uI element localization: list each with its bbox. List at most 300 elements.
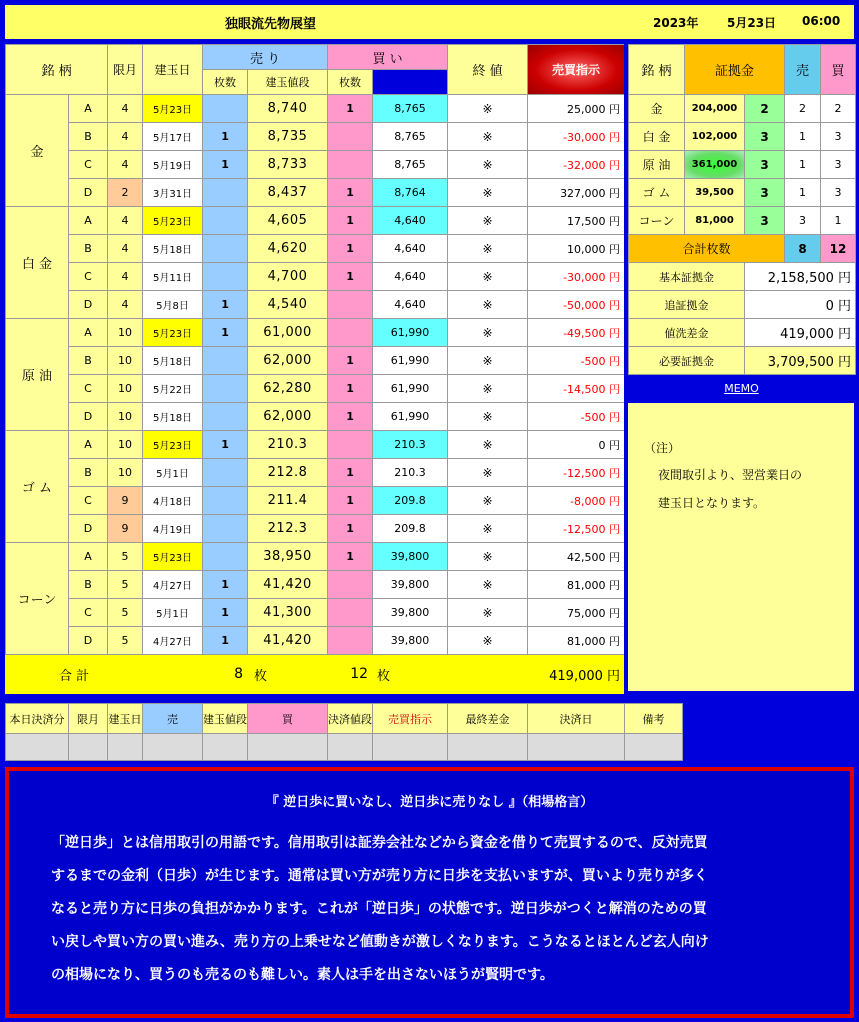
summary-row [629,319,856,347]
margin-summary [629,263,856,375]
open-price: 61,000 [248,319,328,347]
margin-multiplier: 3 [745,123,785,151]
margin-amount: 39,500 [685,179,745,207]
summary-value: 0 円 [745,291,856,319]
settlement-cell [248,734,328,761]
margin-table-wrap [628,44,855,375]
close-price: 209.8 [373,515,448,543]
open-price: 38,950 [248,543,328,571]
table-row [6,543,625,571]
contract-month: 10 [108,459,143,487]
margin-header-kai: 買 [821,45,856,95]
trade-instruction: ※ [448,431,528,459]
margin-buy: 2 [821,95,856,123]
settlement-header: 決済値段 [328,704,373,734]
positions-table [5,44,625,694]
open-date: 5月1日 [143,599,203,627]
sell-count: 1 [203,571,248,599]
proverb-line: の相場になり、買うのも売るのも難しい。素人は手を出さないほうが賢明です。 [51,967,554,983]
header-year: 2023年 [653,16,699,30]
commodity-name: 白 金 [6,207,69,319]
buy-count: 1 [328,375,373,403]
sell-count [203,179,248,207]
summary-label: 追証拠金 [629,291,745,319]
settlement-cell [328,734,373,761]
header-baibai-shiji: 売買指示 [528,45,625,95]
positions-body [6,95,625,655]
open-date: 5月8日 [143,291,203,319]
proverb-line: い戻しや買い方の買い進み、売り方の上乗せなど値動きが激しくなります。こうなるとほとんど玄人向け [51,934,709,950]
contract-code: C [69,599,108,627]
contract-code: D [69,291,108,319]
buy-count: 1 [328,459,373,487]
open-price: 8,437 [248,179,328,207]
open-price: 41,420 [248,571,328,599]
sell-count: 1 [203,599,248,627]
margin-sell: 1 [785,151,821,179]
trade-instruction: ※ [448,123,528,151]
table-row [6,235,625,263]
buy-count [328,599,373,627]
header-uri: 売 り [203,45,328,70]
sell-count: 1 [203,151,248,179]
valuation-diff: 25,000 円 [528,95,625,123]
open-date: 5月18日 [143,347,203,375]
margin-body [629,95,856,235]
close-price: 8,765 [373,95,448,123]
sell-count [203,459,248,487]
open-date: 5月11日 [143,263,203,291]
contract-month: 4 [108,291,143,319]
table-row [6,95,625,123]
table-row [6,487,625,515]
contract-code: D [69,515,108,543]
margin-total-sell: 8 [785,235,821,263]
summary-row [629,263,856,291]
margin-sell: 2 [785,95,821,123]
table-row [6,207,625,235]
margin-commodity: 白 金 [629,123,685,151]
close-price: 39,800 [373,599,448,627]
sell-count [203,375,248,403]
valuation-diff: -12,500 円 [528,459,625,487]
open-date: 5月1日 [143,459,203,487]
open-date: 5月23日 [143,207,203,235]
proverb-line: 「逆日歩」とは信用取引の用語です。信用取引は証券会社などから資金を借りて売買するので、反対売買 [51,835,708,851]
margin-commodity: 金 [629,95,685,123]
trade-instruction: ※ [448,291,528,319]
trade-instruction: ※ [448,179,528,207]
margin-sell: 1 [785,123,821,151]
settlement-table-wrap [5,703,854,761]
margin-multiplier: 2 [745,95,785,123]
memo-box [628,403,854,691]
summary-value: 3,709,500 円 [745,347,856,375]
buy-count [328,319,373,347]
margin-buy: 3 [821,123,856,151]
contract-month: 9 [108,515,143,543]
close-price: 210.3 [373,431,448,459]
table-row [6,291,625,319]
contract-code: A [69,207,108,235]
header-tategyoku-nedan: 建玉値段 [248,70,328,95]
close-price: 61,990 [373,347,448,375]
table-row [6,599,625,627]
settlement-cell [203,734,248,761]
contract-month: 4 [108,235,143,263]
trade-instruction: ※ [448,207,528,235]
table-row [6,571,625,599]
close-price: 8,764 [373,179,448,207]
margin-amount: 361,000 [685,151,745,179]
close-price: 4,640 [373,263,448,291]
settlement-header: 建玉値段 [203,704,248,734]
valuation-diff: 42,500 円 [528,543,625,571]
margin-amount: 102,000 [685,123,745,151]
margin-commodity: コーン [629,207,685,235]
header-gengetsu: 限月 [108,45,143,95]
top-bar-inner [5,5,854,39]
contract-month: 5 [108,543,143,571]
summary-row [629,291,856,319]
commodity-name: コーン [6,543,69,655]
trade-instruction: ※ [448,319,528,347]
trade-instruction: ※ [448,403,528,431]
contract-code: B [69,571,108,599]
margin-sell: 3 [785,207,821,235]
open-date: 5月23日 [143,543,203,571]
contract-month: 10 [108,375,143,403]
margin-commodity: ゴ ム [629,179,685,207]
summary-label: 基本証拠金 [629,263,745,291]
margin-total-buy: 12 [821,235,856,263]
open-price: 211.4 [248,487,328,515]
valuation-diff: -500 円 [528,347,625,375]
margin-amount: 204,000 [685,95,745,123]
margin-header-meigara: 銘 柄 [629,45,685,95]
contract-month: 5 [108,627,143,655]
close-price: 39,800 [373,543,448,571]
table-row [6,515,625,543]
settlement-cell [373,734,448,761]
open-price: 8,733 [248,151,328,179]
table-row [6,375,625,403]
page-title: 独眼流先物展望 [225,17,317,32]
memo-line-3: 建玉日となります。 [658,496,766,510]
buy-count: 1 [328,403,373,431]
open-date: 5月23日 [143,95,203,123]
settlement-empty-row [6,734,855,761]
summary-label: 必要証拠金 [629,347,745,375]
buy-count: 1 [328,95,373,123]
header-kai: 買 い [328,45,448,70]
table-row [6,263,625,291]
close-price: 61,990 [373,319,448,347]
contract-code: B [69,459,108,487]
buy-count: 1 [328,207,373,235]
close-price: 8,765 [373,151,448,179]
trade-instruction: ※ [448,235,528,263]
open-date: 5月18日 [143,235,203,263]
buy-count: 1 [328,543,373,571]
proverb-line: するまでの金利（日歩）が生じます。通常は買い方が売り方に日歩を支払いますが、買いより売りが多く [51,868,708,884]
settlement-cell [69,734,108,761]
sell-count [203,235,248,263]
close-price: 4,640 [373,235,448,263]
valuation-diff: -49,500 円 [528,319,625,347]
open-price: 8,740 [248,95,328,123]
total-label: 合 計 [6,655,143,694]
table-row [6,179,625,207]
open-date: 4月19日 [143,515,203,543]
table-row [6,319,625,347]
margin-row [629,123,856,151]
sell-count: 1 [203,627,248,655]
header-sell-count: 枚数 [203,70,248,95]
sell-count [203,95,248,123]
settlement-header: 備考 [625,704,683,734]
open-price: 4,700 [248,263,328,291]
table-row [6,459,625,487]
trade-instruction: ※ [448,627,528,655]
sell-count: 1 [203,319,248,347]
valuation-diff: 10,000 円 [528,235,625,263]
trade-instruction: ※ [448,571,528,599]
total-sell-unit: 枚 [248,655,328,694]
valuation-diff: 81,000 円 [528,627,625,655]
sell-count [203,403,248,431]
margin-buy: 3 [821,151,856,179]
contract-month: 10 [108,347,143,375]
open-date: 5月19日 [143,151,203,179]
valuation-diff: -30,000 円 [528,263,625,291]
close-price: 61,990 [373,403,448,431]
margin-multiplier: 3 [745,207,785,235]
open-price: 41,300 [248,599,328,627]
contract-month: 4 [108,263,143,291]
margin-amount: 81,000 [685,207,745,235]
contract-code: C [69,487,108,515]
contract-month: 4 [108,207,143,235]
buy-count: 1 [328,515,373,543]
total-buy-count: 12 [328,655,373,694]
margin-header-shokokin: 証拠金 [685,45,785,95]
margin-row [629,207,856,235]
close-price: 8,765 [373,123,448,151]
sell-count: 1 [203,291,248,319]
trade-instruction: ※ [448,375,528,403]
trade-instruction: ※ [448,263,528,291]
header-tategyokubi: 建玉日 [143,45,203,95]
buy-count [328,123,373,151]
summary-value: 2,158,500 円 [745,263,856,291]
table-row [6,151,625,179]
contract-code: C [69,375,108,403]
margin-table [628,44,856,375]
contract-code: B [69,123,108,151]
top-bar [0,0,859,44]
sell-count [203,347,248,375]
buy-count: 1 [328,179,373,207]
open-price: 8,735 [248,123,328,151]
contract-month: 4 [108,95,143,123]
total-diff: 419,000 円 [448,655,625,694]
contract-month: 5 [108,571,143,599]
close-price: 39,800 [373,571,448,599]
trade-instruction: ※ [448,599,528,627]
valuation-diff: -500 円 [528,403,625,431]
valuation-diff: 17,500 円 [528,207,625,235]
trade-instruction: ※ [448,151,528,179]
buy-count [328,431,373,459]
sell-count [203,487,248,515]
margin-multiplier: 3 [745,179,785,207]
close-price: 4,640 [373,207,448,235]
buy-count [328,571,373,599]
total-buy-unit: 枚 [373,655,448,694]
close-price: 61,990 [373,375,448,403]
open-price: 4,540 [248,291,328,319]
contract-month: 10 [108,403,143,431]
sell-count [203,515,248,543]
open-price: 212.8 [248,459,328,487]
header-time: 06:00 [802,14,841,28]
trade-instruction: ※ [448,487,528,515]
proverb-line: なると売り方に日歩の負担がかかります。これが「逆日歩」の状態です。逆日歩がつくと解消のための買 [51,901,707,917]
table-row [6,431,625,459]
margin-row [629,95,856,123]
settlement-cell [6,734,69,761]
buy-count: 1 [328,263,373,291]
open-date: 4月27日 [143,627,203,655]
commodity-name: 金 [6,95,69,207]
margin-commodity: 原 油 [629,151,685,179]
positions-table-wrap [5,44,624,694]
contract-code: D [69,627,108,655]
trade-instruction: ※ [448,459,528,487]
proverb-title: 『 逆日歩に買いなし、逆日歩に売りなし 』（相場格言） [265,795,594,810]
contract-month: 10 [108,319,143,347]
valuation-diff: 0 円 [528,431,625,459]
contract-month: 5 [108,599,143,627]
buy-count [328,627,373,655]
open-price: 62,000 [248,403,328,431]
contract-month: 4 [108,151,143,179]
settlement-cell [448,734,528,761]
contract-code: A [69,543,108,571]
valuation-diff: 75,000 円 [528,599,625,627]
header-owarine: 終 値 [448,45,528,95]
header-date: 5月23日 [727,16,777,30]
close-price: 209.8 [373,487,448,515]
open-price: 212.3 [248,515,328,543]
buy-count: 1 [328,235,373,263]
trade-instruction: ※ [448,515,528,543]
contract-code: A [69,319,108,347]
contract-month: 2 [108,179,143,207]
valuation-diff: -14,500 円 [528,375,625,403]
contract-code: D [69,179,108,207]
settlement-header: 本日決済分 [6,704,69,734]
trade-instruction: ※ [448,543,528,571]
summary-row [629,347,856,375]
valuation-diff: -30,000 円 [528,123,625,151]
table-row [6,627,625,655]
valuation-diff: -8,000 円 [528,487,625,515]
contract-code: B [69,347,108,375]
close-price: 210.3 [373,459,448,487]
valuation-diff: -50,000 円 [528,291,625,319]
table-row [6,123,625,151]
margin-row [629,179,856,207]
open-price: 62,000 [248,347,328,375]
contract-code: C [69,151,108,179]
settlement-header: 最終差金 [448,704,528,734]
settlement-header: 限月 [69,704,108,734]
open-price: 41,420 [248,627,328,655]
open-date: 4月18日 [143,487,203,515]
margin-header-uri: 売 [785,45,821,95]
settlement-cell [143,734,203,761]
open-date: 4月27日 [143,571,203,599]
proverb-body [51,827,811,992]
settlement-header: 買 [248,704,328,734]
settlement-cell [625,734,683,761]
open-date: 5月22日 [143,375,203,403]
memo-line-2: 夜間取引より、翌営業日の [658,468,803,482]
table-row [6,347,625,375]
buy-count [328,151,373,179]
valuation-diff: 327,000 円 [528,179,625,207]
contract-code: A [69,95,108,123]
contract-month: 4 [108,123,143,151]
trade-instruction: ※ [448,347,528,375]
trade-instruction: ※ [448,95,528,123]
contract-month: 10 [108,431,143,459]
total-sell-count: 8 [143,655,248,694]
open-date: 5月23日 [143,431,203,459]
close-price: 39,800 [373,627,448,655]
settlement-cell [528,734,625,761]
settlement-header: 売 [143,704,203,734]
open-date: 5月23日 [143,319,203,347]
contract-month: 9 [108,487,143,515]
settlement-header: 建玉日 [108,704,143,734]
margin-total-label: 合計枚数 [629,235,785,263]
memo-line-1: （注） [644,441,681,455]
summary-label: 値洗差金 [629,319,745,347]
contract-code: D [69,403,108,431]
margin-multiplier: 3 [745,151,785,179]
sell-count [203,263,248,291]
open-price: 4,605 [248,207,328,235]
open-price: 210.3 [248,431,328,459]
buy-count: 1 [328,347,373,375]
commodity-name: 原 油 [6,319,69,431]
settlement-table [5,703,855,761]
memo-link[interactable]: MEMO [628,378,855,400]
open-date: 5月18日 [143,403,203,431]
summary-value: 419,000 円 [745,319,856,347]
open-price: 4,620 [248,235,328,263]
table-row [6,403,625,431]
header-meigara: 銘 柄 [6,45,108,95]
open-date: 5月17日 [143,123,203,151]
settlement-cell [108,734,143,761]
open-date: 3月31日 [143,179,203,207]
contract-code: C [69,263,108,291]
margin-row [629,151,856,179]
